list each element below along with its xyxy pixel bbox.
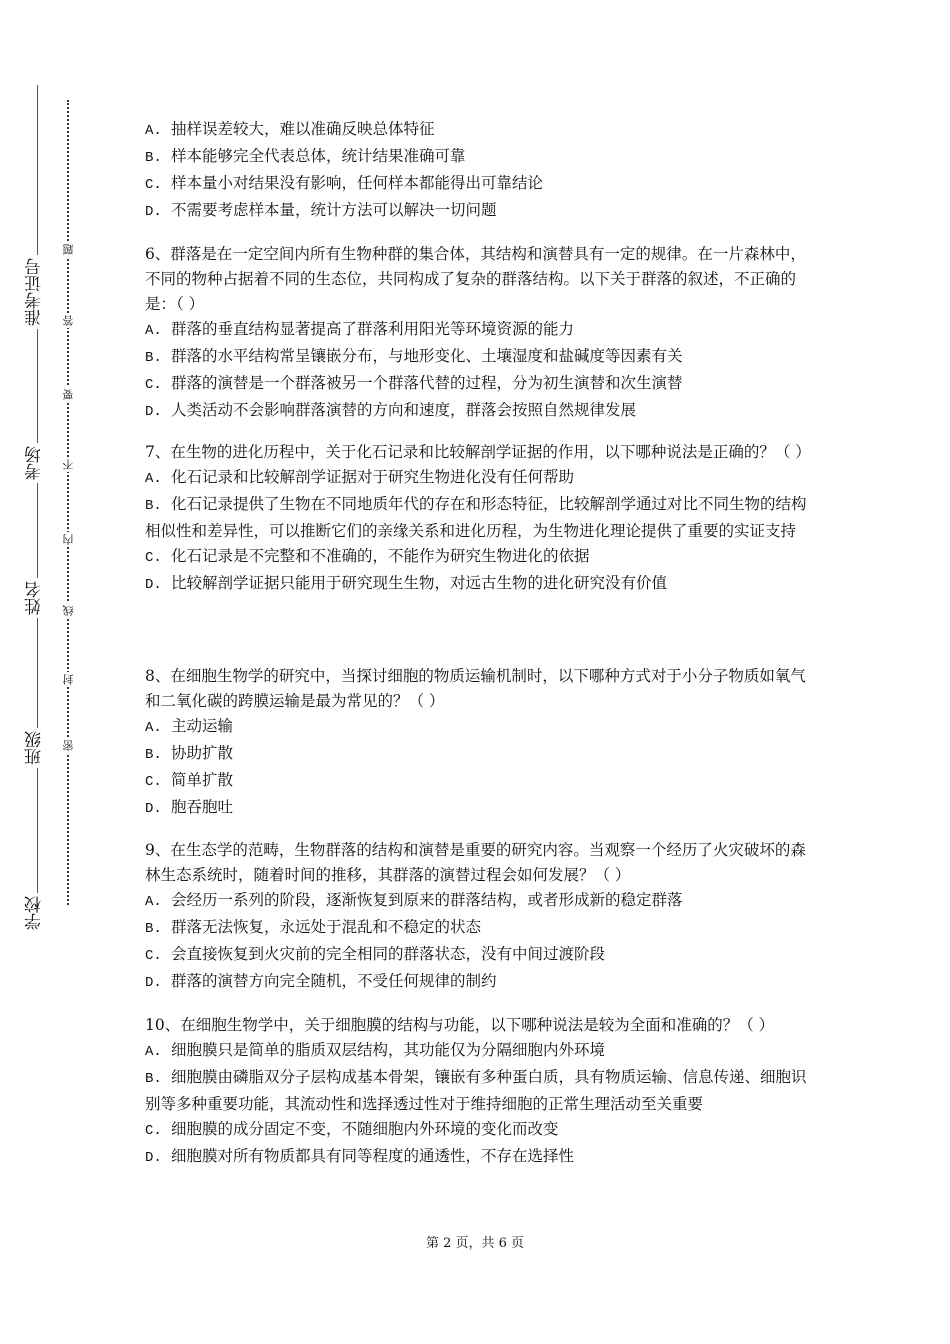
option-text: 化石记录提供了生物在不同地质年代的存在和形态特征，比较解剖学通过对比不同生物的结构相似性和差异性，可以推断它们的亲缘关系和进化历程，为生物进化理论提供了重要的实证支持	[145, 495, 807, 540]
option-text: 细胞膜只是简单的脂质双层结构，其功能仅为分隔细胞内外环境	[171, 1041, 606, 1059]
question-stem: 10、在细胞生物学中，关于细胞膜的结构与功能，以下哪种说法是较为全面和准确的？（ ）	[145, 1016, 775, 1034]
option	[145, 571, 821, 598]
option-text: 化石记录和比较解剖学证据对于研究生物进化没有任何帮助	[171, 468, 575, 486]
option	[145, 198, 821, 225]
option-letter: A.	[145, 471, 162, 487]
option-text: 细胞膜由磷脂双分子层构成基本骨架，镶嵌有多种蛋白质，具有物质运输、信息传递、细胞识别等多种重要功能，其流动性和选择透过性对于维持细胞的正常生理活动至关重要	[145, 1068, 807, 1113]
seal-char: 不	[62, 459, 75, 470]
option	[145, 344, 821, 371]
seal-dotted-line	[67, 100, 69, 905]
label-exam-room: 考场	[22, 443, 47, 483]
question-stem: 9、在生态学的范畴，生物群落的结构和演替是重要的研究内容。当观察一个经历了火灾破坏的森林生态系统时，随着时间的推移，其群落的演替过程会如何发展？（ ）	[145, 841, 806, 884]
option-text: 主动运输	[171, 717, 234, 735]
option	[145, 371, 821, 398]
option-text: 群落的演替方向完全随机，不受任何规律的制约	[171, 972, 497, 990]
option-letter: D.	[145, 404, 162, 420]
seal-char: 内	[62, 534, 75, 545]
option-letter: C.	[145, 377, 162, 393]
page-footer: 第 2 页，共 6 页	[425, 1236, 525, 1251]
option-text: 胞吞胞吐	[171, 798, 234, 816]
option-letter: B.	[145, 1071, 162, 1087]
seal-char: 封	[62, 674, 75, 685]
option-letter: D.	[145, 801, 162, 817]
option-letter: D.	[145, 204, 162, 220]
option-letter: A.	[145, 720, 162, 736]
option	[145, 544, 821, 571]
option-text: 抽样误差较大，难以准确反映总体特征	[171, 120, 435, 138]
label-name: 姓名	[22, 578, 47, 618]
option-text: 不需要考虑样本量，统计方法可以解决一切问题	[171, 201, 497, 219]
option	[145, 1065, 821, 1117]
option-text: 协助扩散	[171, 744, 234, 762]
option	[145, 942, 821, 969]
option-letter: B.	[145, 921, 162, 937]
option-text: 会直接恢复到火灾前的完全相同的群落状态，没有中间过渡阶段	[171, 945, 606, 963]
question-stem: 6、群落是在一定空间内所有生物种群的集合体，其结构和演替具有一定的规律。在一片森林中，不同的物种占据着不同的生态位，共同构成了复杂的群落结构。以下关于群落的叙述，不正确的是：（ ）	[145, 245, 806, 313]
question-stem: 8、在细胞生物学的研究中，当探讨细胞的物质运输机制时，以下哪种方式对于小分子物质如氧气和二氧化碳的跨膜运输是最为常见的？（ ）	[145, 667, 806, 710]
seal-char: 答	[62, 315, 75, 326]
option-text: 群落的垂直结构显著提高了群落利用阳光等环境资源的能力	[171, 320, 575, 338]
option-letter: C.	[145, 774, 162, 790]
option	[145, 117, 821, 144]
question-stem: 7、在生物的进化历程中，关于化石记录和比较解剖学证据的作用，以下哪种说法是正确的？（ ）	[145, 443, 811, 461]
option	[145, 741, 821, 768]
option-letter: B.	[145, 150, 162, 166]
question	[145, 440, 821, 598]
option-letter: D.	[145, 975, 162, 991]
question	[145, 838, 821, 996]
binding-line	[37, 85, 38, 920]
option-letter: A.	[145, 1044, 162, 1060]
option-letter: C.	[145, 948, 162, 964]
option-text: 群落的演替是一个群落被另一个群落代替的过程，分为初生演替和次生演替	[171, 374, 683, 392]
option	[145, 795, 821, 822]
option-letter: B.	[145, 747, 162, 763]
option	[145, 1038, 821, 1065]
label-exam-number: 准考证号	[22, 255, 47, 329]
option	[145, 1117, 821, 1144]
option-text: 样本量小对结果没有影响，任何样本都能得出可靠结论	[171, 174, 544, 192]
option-text: 会经历一系列的阶段，逐渐恢复到原来的群落结构，或者形成新的稳定群落	[171, 891, 683, 909]
option-letter: D.	[145, 577, 162, 593]
option-letter: A.	[145, 123, 162, 139]
label-class: 班级	[22, 728, 47, 768]
option-text: 群落无法恢复，永远处于混乱和不稳定的状态	[171, 918, 482, 936]
seal-char: 线	[62, 605, 75, 616]
option-letter: C.	[145, 1123, 162, 1139]
option-text: 样本能够完全代表总体，统计结果准确可靠	[171, 147, 466, 165]
option-letter: B.	[145, 350, 162, 366]
option	[145, 969, 821, 996]
option	[145, 317, 821, 344]
question	[145, 242, 821, 425]
option-text: 比较解剖学证据只能用于研究现生生物，对远古生物的进化研究没有价值	[171, 574, 668, 592]
option-text: 群落的水平结构常呈镶嵌分布，与地形变化、土壤湿度和盐碱度等因素有关	[171, 347, 683, 365]
option	[145, 888, 821, 915]
option	[145, 398, 821, 425]
question	[145, 117, 821, 225]
seal-char: 要	[62, 389, 75, 400]
option	[145, 144, 821, 171]
option-letter: A.	[145, 894, 162, 910]
option	[145, 465, 821, 492]
seal-char: 密	[62, 740, 75, 751]
option-letter: C.	[145, 177, 162, 193]
option-text: 简单扩散	[171, 771, 234, 789]
option-letter: A.	[145, 323, 162, 339]
option	[145, 492, 821, 544]
question	[145, 664, 821, 822]
question	[145, 1013, 821, 1171]
seal-char: 题	[62, 244, 75, 255]
option-letter: D.	[145, 1150, 162, 1166]
option	[145, 714, 821, 741]
option-text: 人类活动不会影响群落演替的方向和速度，群落会按照自然规律发展	[171, 401, 637, 419]
option-letter: B.	[145, 498, 162, 514]
option	[145, 1144, 821, 1171]
option-text: 细胞膜对所有物质都具有同等程度的通透性，不存在选择性	[171, 1147, 575, 1165]
option	[145, 171, 821, 198]
option-text: 化石记录是不完整和不准确的，不能作为研究生物进化的依据	[171, 547, 590, 565]
option	[145, 768, 821, 795]
option	[145, 915, 821, 942]
option-text: 细胞膜的成分固定不变，不随细胞内外环境的变化而改变	[171, 1120, 559, 1138]
label-school: 学校	[22, 893, 47, 933]
option-letter: C.	[145, 550, 162, 566]
